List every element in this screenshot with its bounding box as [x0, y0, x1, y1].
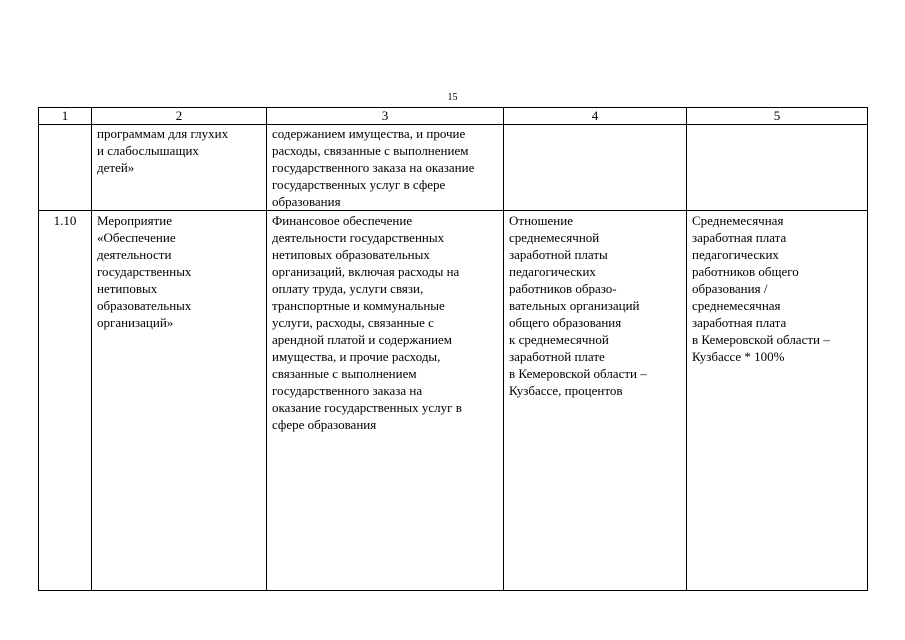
continuation-cell-name: программам для глухих и слабослышащих детей»: [92, 125, 267, 211]
header-cell-2: 2: [92, 108, 267, 125]
table-header-row: [39, 108, 868, 125]
header-cell-3: 3: [267, 108, 504, 125]
continuation-cell-4: [504, 125, 687, 211]
page-number: 15: [447, 92, 458, 103]
row-number-cell: 1.10: [39, 211, 92, 591]
measure-name-cell: Мероприятие «Обеспечение деятельности государственных нетиповых образовательных организаций»: [92, 211, 267, 591]
formula-cell: Среднемесячная заработная плата педагогических работников общего образования / среднемесячная заработная плата в Кемеровской области – Кузбассе * 100%: [687, 211, 868, 591]
indicator-cell: Отношение среднемесячной заработной платы педагогических работников образо- вательных организаций общего образования к среднемесячной заработной плате в Кемеровской области – Кузбассе, процентов: [504, 211, 687, 591]
continuation-cell-1: [39, 125, 92, 211]
continuation-cell-description: содержанием имущества, и прочие расходы, связанные с выполнением государственного заказа на оказание государственных услуг в сфере образования: [267, 125, 504, 211]
table-row-1-10: [39, 211, 868, 591]
header-cell-4: 4: [504, 108, 687, 125]
table-row-continuation: [39, 125, 868, 211]
header-cell-1: 1: [39, 108, 92, 125]
continuation-cell-5: [687, 125, 868, 211]
measure-description-cell: Финансовое обеспечение деятельности государственных нетиповых образовательных организаций, включая расходы на оплату труда, услуги связи, транспортные и коммунальные услуги, расходы, связанные с арендной платой и содержанием имущества, и прочие расходы, связанные с выполнением государственного заказа на оказание государственных услуг в сфере образования: [267, 211, 504, 591]
header-cell-5: 5: [687, 108, 868, 125]
program-table: [38, 107, 868, 591]
